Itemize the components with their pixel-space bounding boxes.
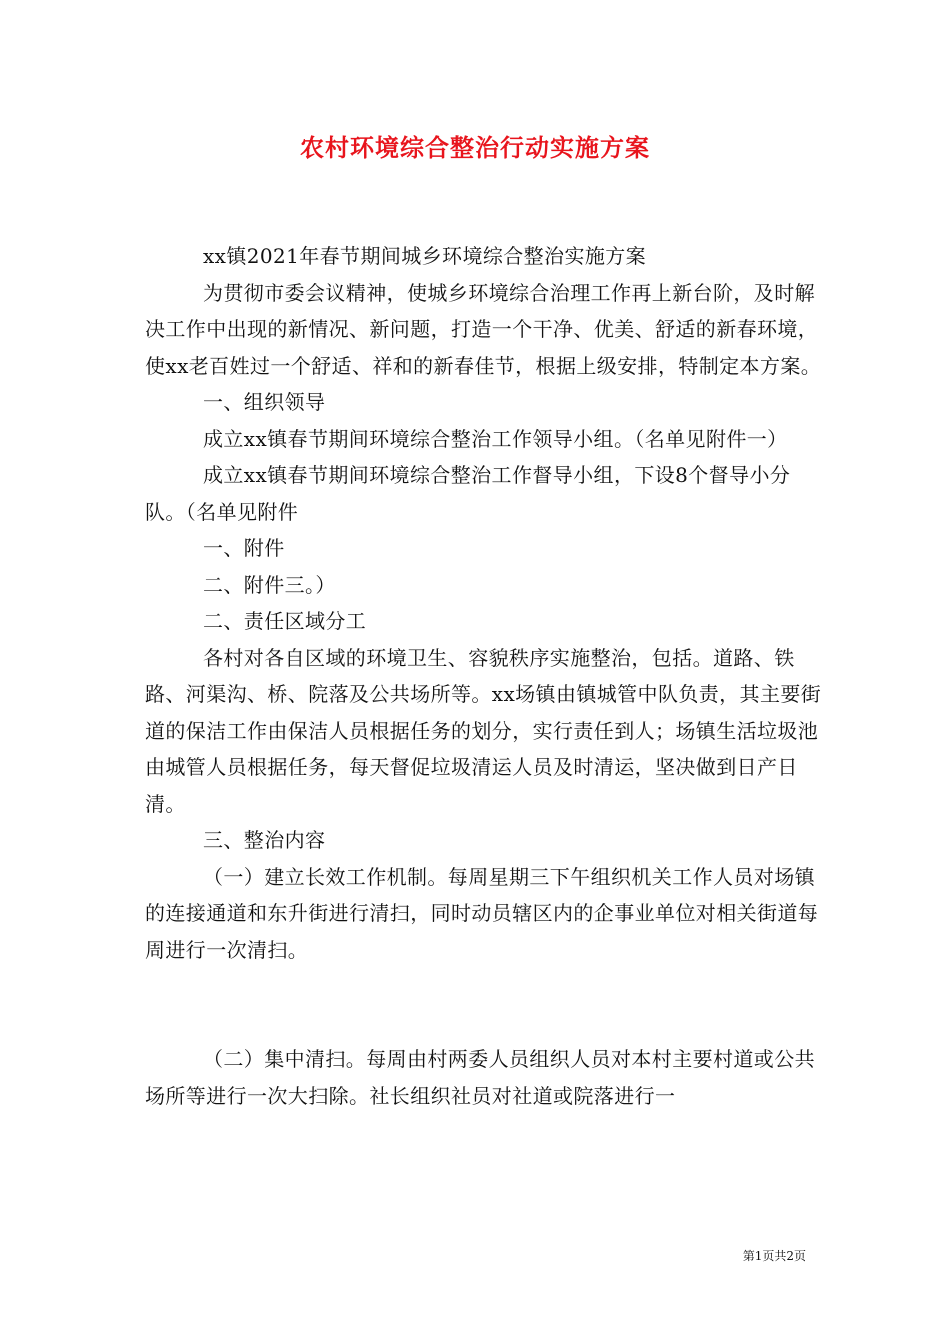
paragraph-cleanup: （二）集中清扫。每周由村两委人员组织人员对本村主要村道或公共场所等进行一次大扫除。社长组织社员对社道或院落进行一 xyxy=(145,1047,815,1108)
paragraph-supervision-group: 成立xx镇春节期间环境综合整治工作督导小组，下设8个督导小分队。（名单见附件 xyxy=(145,463,791,524)
paragraph-responsibility: 各村对各自区域的环境卫生、容貌秩序实施整治，包括。道路、铁路、河渠沟、桥、院落及公共场所等。xx场镇由镇城管中队负责，其主要街道的保洁工作由保洁人员根据任务的划分，实行责任到人；场镇生活垃圾池由城管人员根据任务，每天督促垃圾清运人员及时清运，坚决做到日产日清。 xyxy=(145,645,822,816)
section-heading-content: 三、整治内容 xyxy=(203,828,326,852)
document-body xyxy=(145,238,825,1114)
paragraph-attachment-1: 一、附件 xyxy=(203,536,285,560)
paragraph-subtitle: xx镇2021年春节期间城乡环境综合整治实施方案 xyxy=(203,244,647,268)
paragraph-mechanism: （一）建立长效工作机制。每周星期三下午组织机关工作人员对场镇的连接通道和东升街进行清扫，同时动员辖区内的企事业单位对相关街道每周进行一次清扫。 xyxy=(145,864,819,962)
paragraph-gap xyxy=(145,968,825,1041)
document-title: 农村环境综合整治行动实施方案 xyxy=(300,133,650,162)
section-heading-organization: 一、组织领导 xyxy=(203,390,326,414)
paragraph-leading-group: 成立xx镇春节期间环境综合整治工作领导小组。（名单见附件一） xyxy=(203,426,788,451)
section-heading-responsibility: 二、责任区域分工 xyxy=(203,609,367,633)
paragraph-intro: 为贯彻市委会议精神，使城乡环境综合治理工作再上新台阶，及时解决工作中出现的新情况、新问题，打造一个干净、优美、舒适的新春环境，使xx老百姓过一个舒适、祥和的新春佳节，根据上级安排，特制定本方案。 xyxy=(145,280,822,378)
page-number: 第1页共2页 xyxy=(742,1249,806,1263)
paragraph-attachment-3: 二、附件三。） xyxy=(203,572,336,597)
